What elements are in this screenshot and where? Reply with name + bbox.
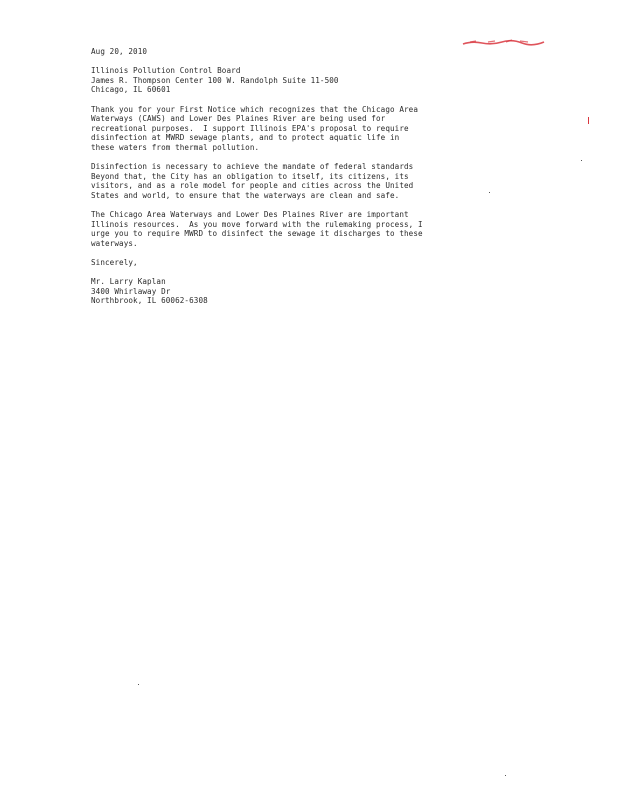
paragraph-line: visitors, and as a role model for people and cities across the United	[91, 181, 414, 191]
signature-name: Mr. Larry Kaplan	[91, 277, 166, 287]
paragraph-first-notice	[91, 105, 491, 153]
scan-speck	[581, 160, 582, 161]
scan-speck	[505, 775, 506, 776]
scan-speck	[138, 684, 139, 685]
paragraph-line: Thank you for your First Notice which recognizes that the Chicago Area	[91, 104, 419, 114]
recipient-line: James R. Thompson Center 100 W. Randolph Suite 11-500	[91, 75, 339, 85]
paragraph-line: Beyond that, the City has an obligation to itself, its citizens, its	[91, 171, 409, 181]
paragraph-line: these waters from thermal pollution.	[91, 142, 260, 152]
paragraph-line: States and world, to ensure that the waterways are clean and safe.	[91, 190, 400, 200]
recipient-line: Illinois Pollution Control Board	[91, 66, 241, 76]
letter-body	[91, 47, 491, 316]
signature-block	[91, 277, 491, 306]
paragraph-line: disinfection at MWRD sewage plants, and to protect aquatic life in	[91, 133, 400, 143]
paragraph-line: Illinois resources. As you move forward with the rulemaking process, I	[91, 219, 423, 229]
paragraph-line: Waterways (CAWS) and Lower Des Plaines River are being used for	[91, 114, 386, 124]
signature-street: 3400 Whirlaway Dr	[91, 286, 171, 296]
paragraph-line: recreational purposes. I support Illinois EPA's proposal to require	[91, 123, 409, 133]
signature-city: Northbrook, IL 60062-6308	[91, 296, 208, 306]
paragraph-line: urge you to require MWRD to disinfect the sewage it discharges to these	[91, 229, 423, 239]
paragraph-resources	[91, 210, 491, 248]
scan-speck	[588, 117, 589, 124]
letter-closing: Sincerely,	[91, 258, 138, 268]
letter-date: Aug 20, 2010	[91, 47, 148, 56]
paragraph-line: waterways.	[91, 238, 138, 248]
paragraph-line: Disinfection is necessary to achieve the mandate of federal standards	[91, 162, 414, 172]
recipient-line: Chicago, IL 60601	[91, 85, 171, 95]
recipient-address	[91, 66, 491, 95]
paragraph-line: The Chicago Area Waterways and Lower Des Plaines River are important	[91, 210, 409, 220]
paragraph-disinfection	[91, 162, 491, 200]
scan-speck	[489, 192, 490, 193]
